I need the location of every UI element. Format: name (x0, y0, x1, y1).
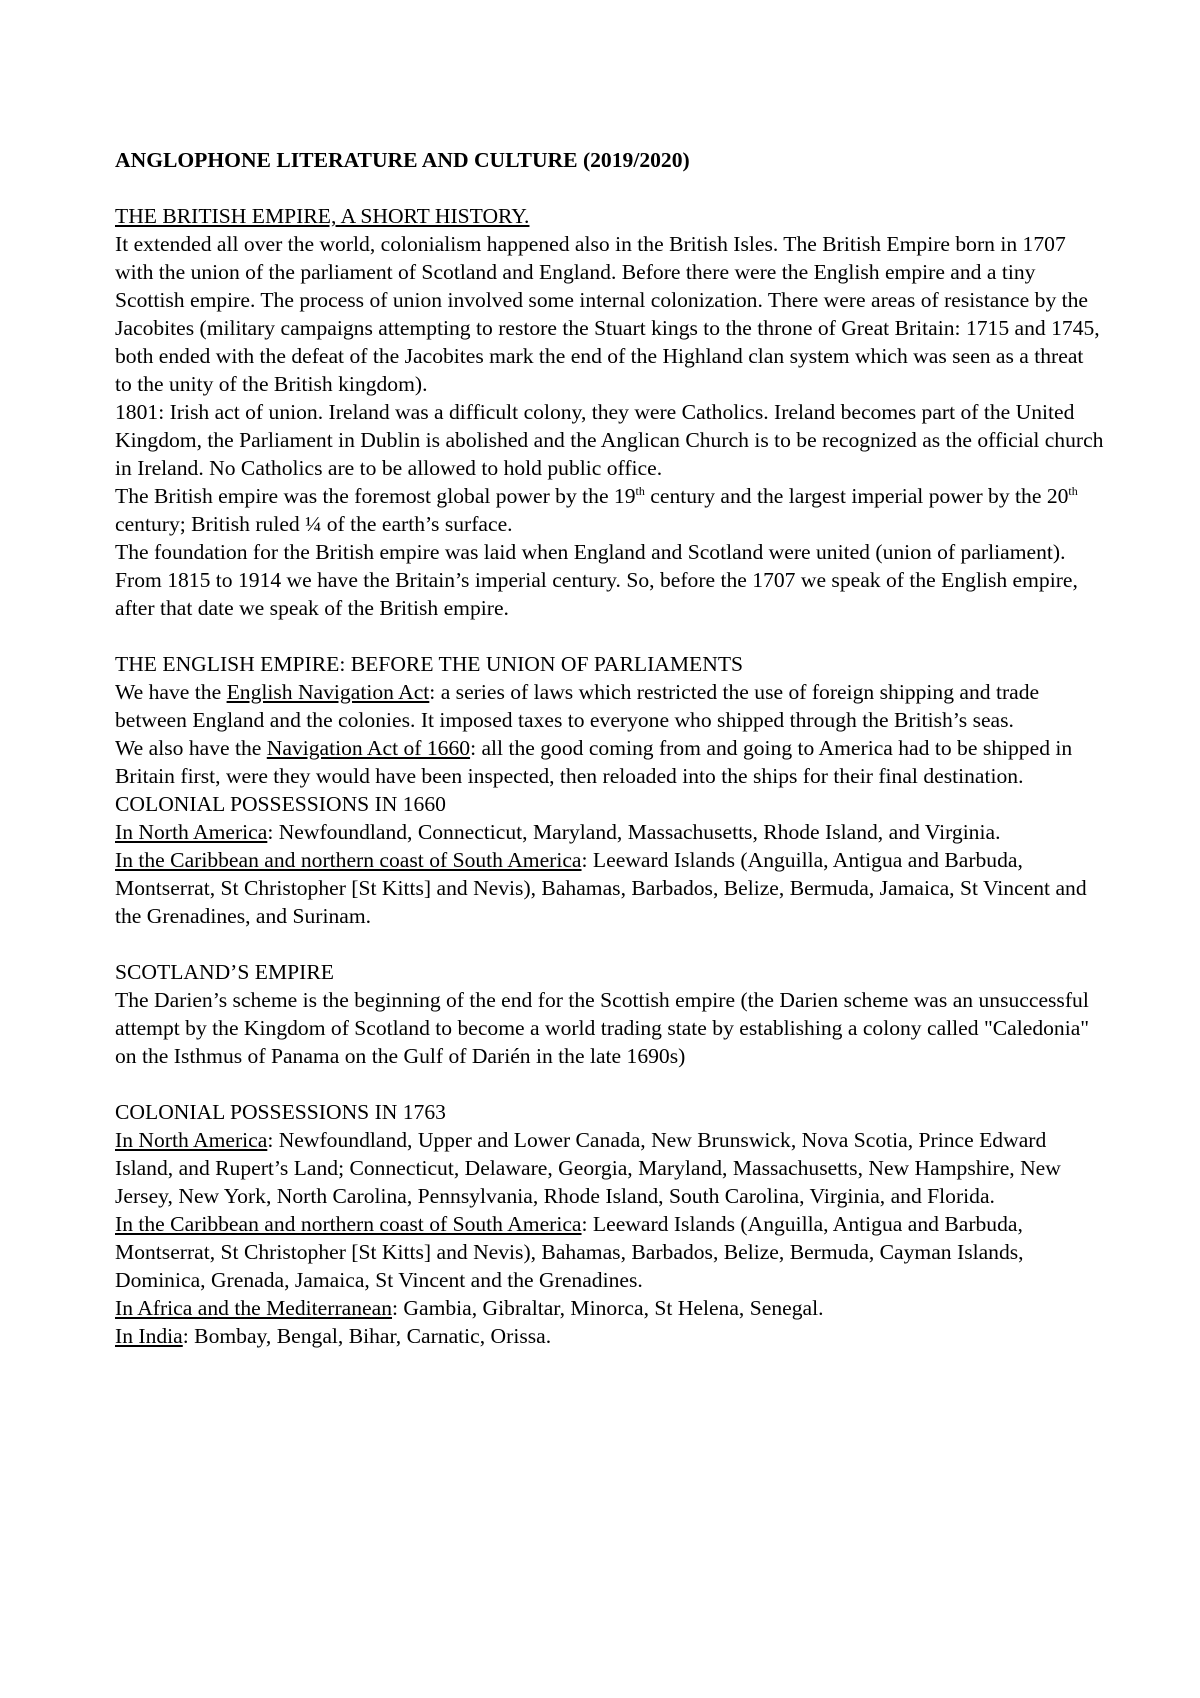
paragraph-text: We also have the (115, 736, 267, 760)
spacer (115, 174, 1105, 202)
spacer (115, 930, 1105, 958)
paragraph (115, 1322, 1105, 1350)
region-label: In the Caribbean and northern coast of South America (115, 1212, 582, 1236)
paragraph (115, 846, 1105, 930)
paragraph: It extended all over the world, colonialism happened also in the British Isles. The British Empire born in 1707 with the union of the parliament of Scotland and England. Before there were the English empire and a tiny Scottish empire. The process of union involved some internal colonization. There were areas of resistance by the Jacobites (military campaigns attempting to restore the Stuart kings to the throne of Great Britain: 1715 and 1745, both ended with the defeat of the Jacobites mark the end of the Highland clan system which was seen as a threat to the unity of the British kingdom). (115, 232, 1100, 396)
paragraph-text: : a series of laws which restricted the use of foreign shipping and trade between England and the colonies. It imposed taxes to everyone who shipped through the British’s seas. (115, 680, 1040, 732)
region-label: In North America (115, 820, 268, 844)
paragraph-text: : all the good coming from and going to America had to be shipped in Britain first, were they would have been inspected, then reloaded into the ships for their final destination. (115, 736, 1073, 788)
paragraph: The foundation for the British empire was laid when England and Scotland were united (union of parliament). From 1815 to 1914 we have the Britain’s imperial century. So, before the 1707 we speak of the English empire, after that date we speak of the British empire. (115, 540, 1078, 620)
paragraph (115, 482, 1105, 538)
document-title: ANGLOPHONE LITERATURE AND CULTURE (2019/2020) (115, 148, 690, 172)
paragraph-text: century; British ruled ¼ of the earth’s surface. (115, 512, 513, 536)
section-heading-british-empire: THE BRITISH EMPIRE, A SHORT HISTORY. (115, 204, 530, 228)
paragraph: The Darien’s scheme is the beginning of the end for the Scottish empire (the Darien scheme was an unsuccessful attempt by the Kingdom of Scotland to become a world trading state by establishing a colony called "Caledonia" on the Isthmus of Panama on the Gulf of Darién in the late 1690s) (115, 988, 1090, 1068)
term-navigation-act-1660: Navigation Act of 1660 (266, 736, 471, 760)
region-label: In the Caribbean and northern coast of South America (115, 848, 582, 872)
paragraph (115, 1210, 1105, 1294)
spacer (115, 1070, 1105, 1098)
paragraph-text: : Leeward Islands (Anguilla, Antigua and Barbuda, Montserrat, St Christopher [St Kitts] and Nevis), Bahamas, Barbados, Belize, Bermuda, Cayman Islands, Dominica, Grenada, Jamaica, St Vincent and the Grenadines. (115, 1212, 1024, 1292)
section-heading-scotland-empire: SCOTLAND’S EMPIRE (115, 960, 334, 984)
paragraph-text: century and the largest imperial power by the 20 (644, 484, 1069, 508)
paragraph (115, 818, 1105, 846)
paragraph-text: : Gambia, Gibraltar, Minorca, St Helena, Senegal. (392, 1296, 824, 1320)
paragraph-text: We have the (115, 680, 227, 704)
paragraph-text: The British empire was the foremost global power by the 19 (115, 484, 636, 508)
superscript: th (635, 483, 645, 498)
document-body (115, 146, 1105, 1350)
paragraph-text: : Newfoundland, Upper and Lower Canada, New Brunswick, Nova Scotia, Prince Edward Island, and Rupert’s Land; Connecticut, Delaware, Georgia, Maryland, Massachusetts, New Hampshire, New Jersey, New York, North Carolina, Pennsylvania, Rhode Island, South Carolina, Virginia, and Florida. (115, 1128, 1061, 1208)
paragraph-text: : Leeward Islands (Anguilla, Antigua and Barbuda, Montserrat, St Christopher [St Kitts] and Nevis), Bahamas, Barbados, Belize, Bermuda, Jamaica, St Vincent and the Grenadines, and Surinam. (115, 848, 1087, 928)
region-label: In India (115, 1324, 183, 1348)
section-heading-possessions-1763: COLONIAL POSSESSIONS IN 1763 (115, 1100, 446, 1124)
subheading-possessions-1660: COLONIAL POSSESSIONS IN 1660 (115, 792, 446, 816)
superscript: th (1068, 483, 1078, 498)
paragraph (115, 1126, 1105, 1210)
paragraph (115, 678, 1105, 734)
term-english-navigation-act: English Navigation Act (226, 680, 430, 704)
paragraph (115, 1294, 1105, 1322)
region-label: In North America (115, 1128, 268, 1152)
section-heading-english-empire: THE ENGLISH EMPIRE: BEFORE THE UNION OF PARLIAMENTS (115, 652, 744, 676)
paragraph: 1801: Irish act of union. Ireland was a difficult colony, they were Catholics. Ireland becomes part of the United Kingdom, the Parliament in Dublin is abolished and the Anglican Church is to be recognized as the official church in Ireland. No Catholics are to be allowed to hold public office. (115, 400, 1104, 480)
paragraph (115, 734, 1105, 790)
paragraph-text: : Bombay, Bengal, Bihar, Carnatic, Orissa. (182, 1324, 552, 1348)
paragraph-text: : Newfoundland, Connecticut, Maryland, Massachusetts, Rhode Island, and Virginia. (267, 820, 1001, 844)
spacer (115, 622, 1105, 650)
region-label: In Africa and the Mediterranean (115, 1296, 392, 1320)
